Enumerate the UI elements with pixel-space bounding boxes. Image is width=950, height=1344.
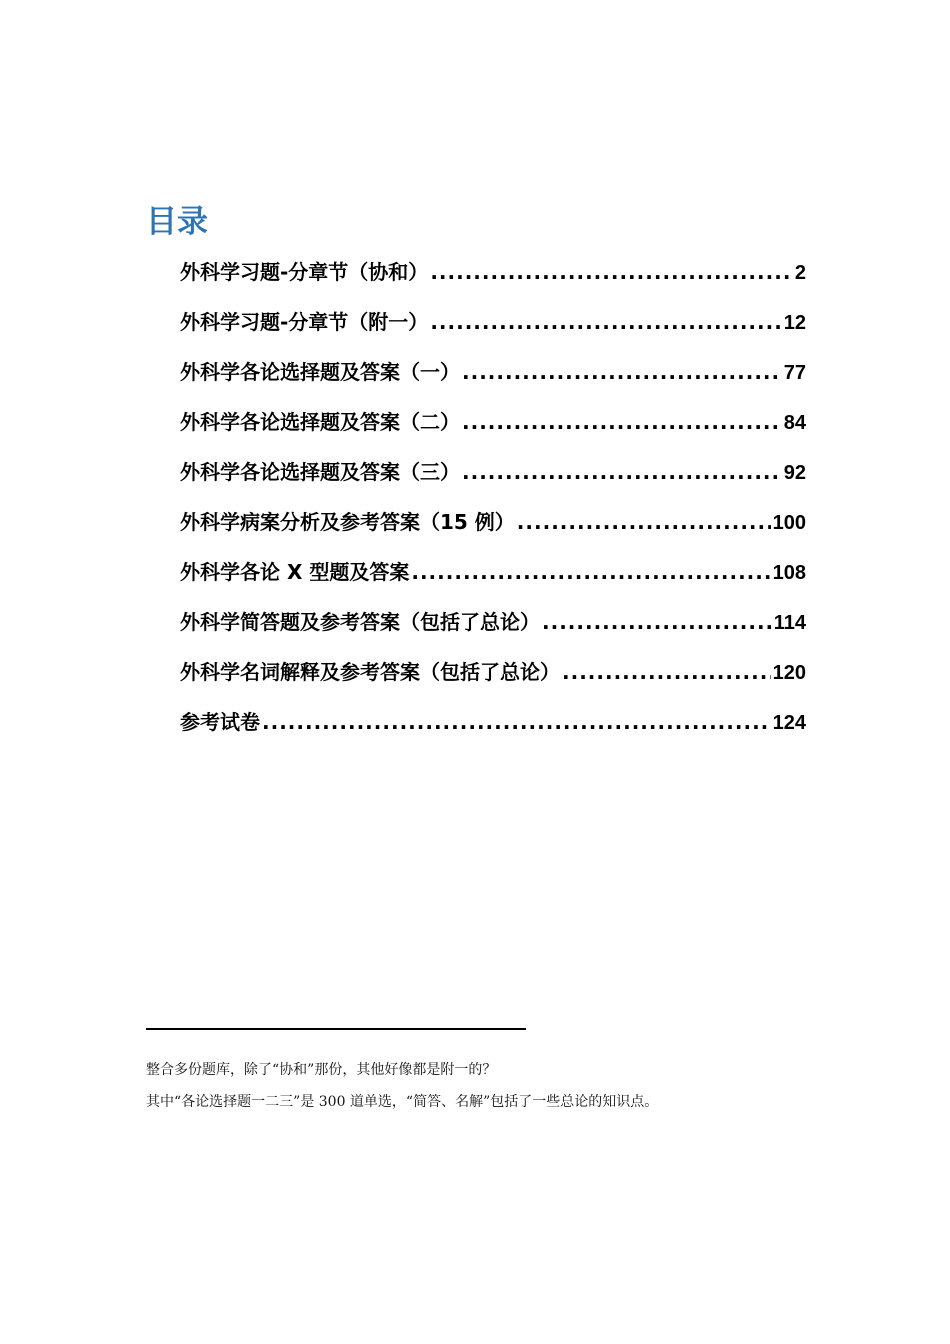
footnote-line: 其中“各论选择题一二三”是 300 道单选，“简答、名解”包括了一些总论的知识点。	[146, 1094, 659, 1110]
toc-entry-page: 12	[783, 312, 806, 334]
toc-entry[interactable]	[180, 552, 806, 602]
toc-leader-dots	[562, 652, 771, 692]
toc-entry-page: 120	[772, 662, 806, 684]
toc-entry[interactable]	[180, 352, 806, 402]
toc-entry-label: 外科学病案分析及参考答案（15 例）	[180, 510, 515, 534]
toc-entry-page: 114	[773, 612, 806, 634]
toc-list	[180, 252, 806, 752]
toc-entry-label: 参考试卷	[180, 710, 260, 734]
toc-entry-page: 100	[772, 512, 806, 534]
toc-entry-label: 外科学各论选择题及答案（三）	[180, 460, 460, 484]
toc-entry[interactable]	[180, 702, 806, 752]
toc-leader-dots	[411, 552, 770, 592]
toc-entry-label: 外科学简答题及参考答案（包括了总论）	[180, 610, 540, 634]
toc-entry-label: 外科学各论选择题及答案（一）	[180, 360, 460, 384]
toc-title: 目录	[146, 204, 208, 240]
toc-leader-dots	[262, 702, 771, 742]
toc-entry-page: 124	[772, 712, 806, 734]
toc-entry-page: 108	[772, 562, 806, 584]
toc-entry[interactable]	[180, 502, 806, 552]
footnotes	[146, 1054, 658, 1118]
toc-entry-label: 外科学习题-分章节（协和）	[180, 260, 429, 284]
toc-entry[interactable]	[180, 652, 806, 702]
toc-leader-dots	[462, 452, 782, 492]
footnote-separator	[146, 1028, 526, 1030]
toc-entry[interactable]	[180, 602, 806, 652]
toc-leader-dots	[542, 602, 772, 642]
toc-entry-page: 77	[783, 362, 806, 384]
toc-entry-label: 外科学各论 X 型题及答案	[180, 560, 410, 584]
toc-entry-label: 外科学各论选择题及答案（二）	[180, 410, 460, 434]
toc-entry-label: 外科学名词解释及参考答案（包括了总论）	[180, 660, 560, 684]
toc-entry-page: 92	[783, 462, 806, 484]
footnote-line: 整合多份题库，除了“协和”那份，其他好像都是附一的？	[146, 1062, 497, 1078]
toc-entry-label: 外科学习题-分章节（附一）	[180, 310, 429, 334]
toc-leader-dots	[517, 502, 771, 542]
toc-leader-dots	[430, 252, 793, 292]
toc-entry[interactable]	[180, 402, 806, 452]
toc-leader-dots	[430, 302, 781, 342]
toc-leader-dots	[462, 352, 782, 392]
toc-leader-dots	[462, 402, 782, 442]
toc-entry[interactable]	[180, 302, 806, 352]
toc-entry[interactable]	[180, 252, 806, 302]
toc-entry-page: 2	[794, 262, 806, 284]
toc-entry-page: 84	[783, 412, 806, 434]
toc-entry[interactable]	[180, 452, 806, 502]
